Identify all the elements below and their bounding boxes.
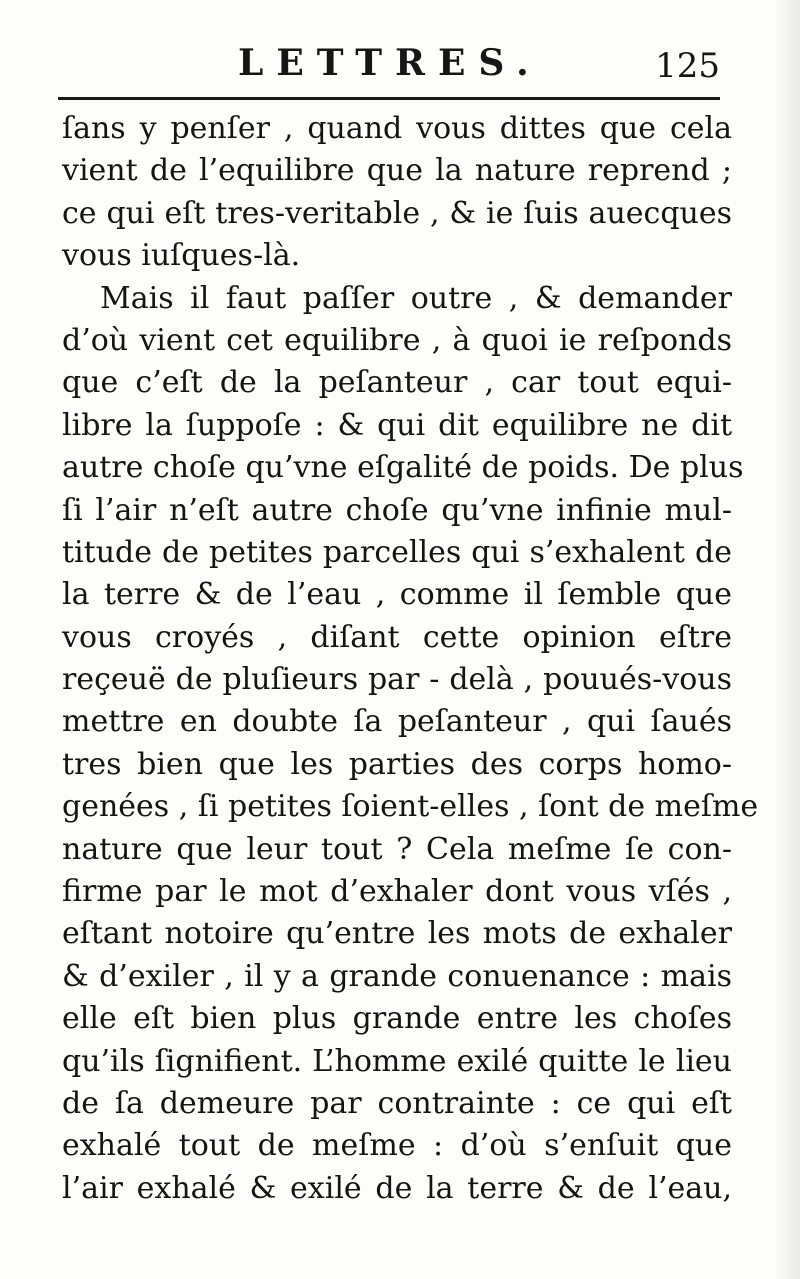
text-line: la terre & de l’eau , comme il ſemble que [62,577,732,613]
text-line: qu’ils ſignifient. L’homme exilé quitte le lieu [62,1043,732,1079]
text-line: que c’eſt de la peſanteur , car tout equi- [62,365,732,401]
text-line: ce qui eſt tres-veritable , & ie ſuis auecques [62,195,732,231]
text-line: firme par le mot d’exhaler dont vous vſés , [62,874,732,910]
page-edge-shadow [774,0,800,1279]
text-line: l’air exhalé & exilé de la terre & de l’eau, [62,1170,732,1206]
paragraph-first-line: Mais il faut paſſer outre , & demander [100,280,732,316]
page-number: 125 [655,46,720,86]
text-line: ſans y penſer , quand vous dittes que cela [62,111,732,146]
text-line: nature que leur tout ? Cela meſme ſe con- [62,831,732,867]
text-line: elle eſt bien plus grande entre les choſes [62,1001,732,1037]
text-line: autre choſe qu’vne eſgalité de poids. De plus [62,450,744,486]
text-line: tres bien que les parties des corps homo- [62,746,732,782]
text-line: & d’exiler , il y a grande conuenance : mais [62,958,732,994]
running-head [58,38,720,98]
text-line: vous croyés , diſant cette opinion eſtre [62,619,732,655]
header-rule [58,97,720,100]
body-text [62,108,759,1210]
text-line: libre la ſuppoſe : & qui dit equilibre ne dit [62,407,732,443]
text-line: mettre en doubte ſa peſanteur , qui ſaués [62,704,732,740]
text-line: d’où vient cet equilibre , à quoi ie reſponds [62,322,732,358]
text-line: vous iuſques-là. [62,238,301,274]
text-line: titude de petites parcelles qui s’exhalent de [62,534,732,570]
text-line: vient de l’equilibre que la nature reprend ; [62,153,732,189]
running-head-title: LETTRES. [238,42,542,84]
text-line: de ſa demeure par contrainte : ce qui eſt [62,1085,732,1121]
text-line: genées , ſi petites ſoient-elles , ſont de meſme [62,789,759,825]
text-line: exhalé tout de meſme : d’où s’enſuit que [62,1128,732,1164]
text-line: eſtant notoire qu’entre les mots de exhaler [62,916,732,952]
text-line: reçeuë de pluſieurs par - delà , pouués-vous [62,662,732,698]
text-line: ſi l’air n’eſt autre choſe qu’vne infinie mul- [62,492,732,528]
